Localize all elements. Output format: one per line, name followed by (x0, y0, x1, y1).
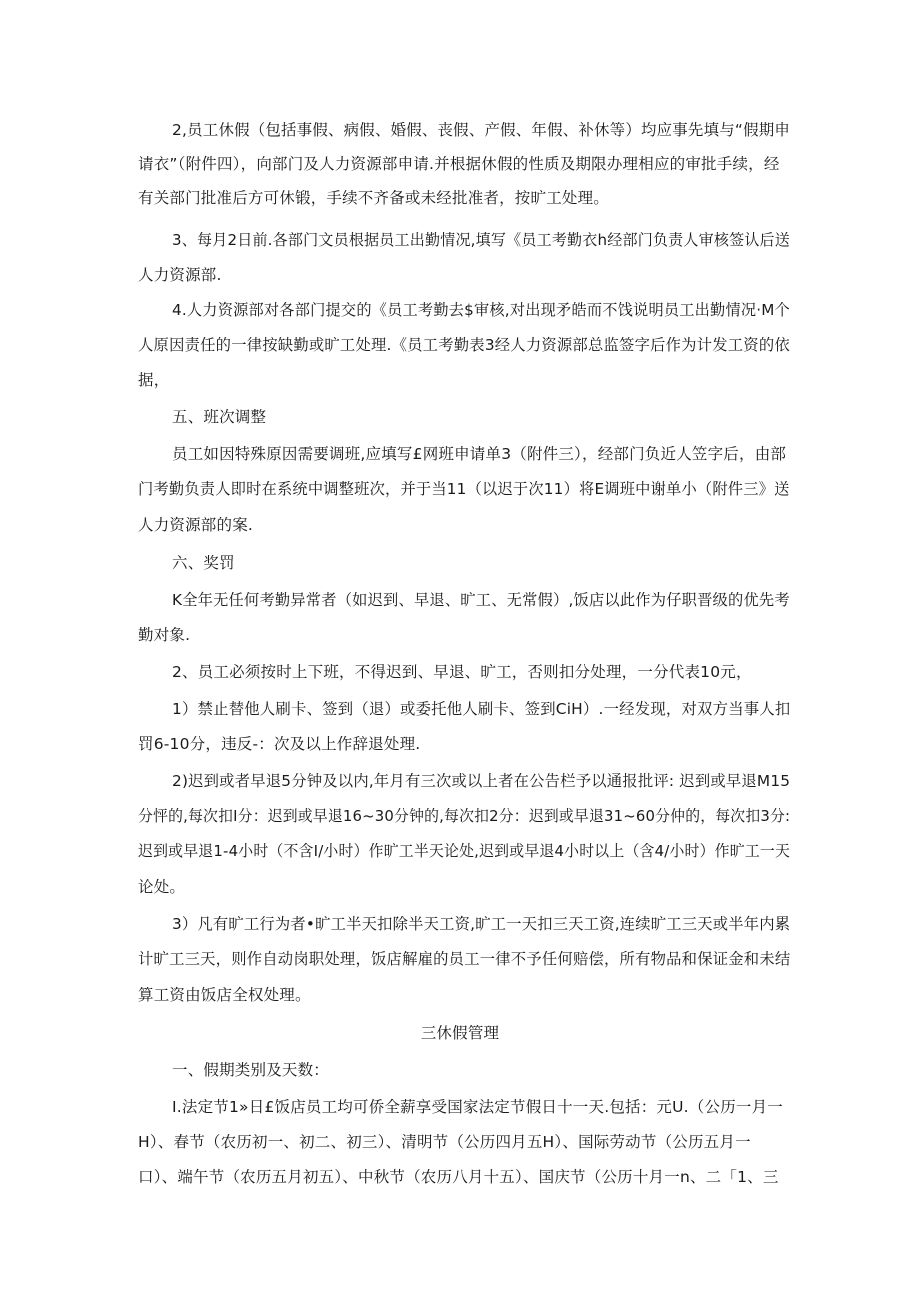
text-line: 计旷工三天，则作自动岗职处理，饭店解雇的员工一律不予任何赔偿，所有物品和保证金和未结 (138, 950, 791, 968)
text-line: 1）禁止替他人刷卡、签到（退）或委托他人刷卡、签到CiH）.一经发现，对双方当事人扣 (172, 700, 791, 718)
text-line: 勤对象. (138, 626, 191, 644)
text-line: 有关部门批准后方可休锻，手续不齐备或未经批准者，按旷工处理。 (138, 189, 610, 207)
text-line: 3）凡有旷工行为者•旷工半天扣除半天工资,旷工一天扣三天工资,连续旷工三天或半年内累 (172, 915, 791, 933)
text-line: H）、春节（农历初一、初二、初三）、清明节（公历四月五H）、国际劳动节（公历五月一 (138, 1133, 751, 1151)
text-line: 算工资由饭店全权处理。 (138, 986, 311, 1004)
text-line: 2、员工必须按时上下班，不得迟到、早退、旷工，否则扣分处理，一分代表10元， (172, 663, 752, 681)
text-line: 2)迟到或者早退5分钟及以内,年月有三次或以上者在公告栏予以通报批评: 迟到或早退M15 (172, 772, 791, 790)
text-line: 2,员工休假（包括事假、病假、婚假、丧假、产假、年假、补休等）均应事先填与“假期申 (172, 121, 791, 139)
text-line: 员工如因特殊原因需要调班,应填写£网班申请单3（附件三），经部门负近人笠字后，由部 (172, 445, 787, 463)
section-heading: 一、假期类别及天数： (172, 1061, 330, 1079)
text-line: 4.人力资源部对各部门提交的《员工考勤去$审核,对出现矛皓而不饯说明员工出勤情况·M个 (172, 301, 791, 319)
text-line: 门考勤负责人即时在系统中调整班次，并于当11（以迟于次11）将E调班中谢单小（附件三》送 (138, 480, 790, 498)
text-line: 人力资源部. (138, 266, 222, 284)
section-heading: 五、班次调整 (172, 408, 267, 426)
text-line: 人力资源部的案. (138, 516, 254, 534)
text-line: 请衣”（附件四），向部门及人力资源部申请.并根据休假的性质及期限办理相应的审批手续，经 (138, 155, 780, 173)
text-line: 据， (138, 371, 170, 389)
text-line: 人原因责任的一律按缺勤或旷工处理.《员工考勤表3经人力资源部总监签字后作为计发工资的依 (138, 336, 790, 354)
text-line: 罚6-10分，违反-：次及以上作辞退处理. (138, 735, 421, 753)
text-line: 3、每月2日前.各部门文员根据员工出勤情况,填写《员工考勤衣h经部门负责人审核签认后送 (172, 231, 791, 249)
text-line: 分怦的,每次扣I分：迟到或早退16~30分钟的,每次扣2分：迟到或早退31~60分仲的，每次扣3分: (138, 807, 791, 825)
text-line: I.法定节1»日£饭店员工均可侨全薪享受国家法定节假日十一天.包括：元U.（公历一月一 (172, 1098, 784, 1116)
text-line: 迟到或早退1-4小时（不含I/小时）作旷工半天论处,迟到或早退4小时以上（含4/小时）作旷工一天 (138, 842, 791, 860)
text-line: 口）、端午节（农历五月初五）、中秋节（农历八月十五）、国庆节（公历十月一n、二「1、三 (138, 1168, 779, 1186)
section-heading: 六、奖罚 (172, 554, 235, 572)
text-line: 论处。 (138, 878, 186, 896)
chapter-title: 三休假管理 (420, 1024, 500, 1042)
text-line: K全年无任何考勤异常者（如迟到、早退、旷工、无常假）,饭店以此作为仔职晋级的优先考 (172, 591, 790, 609)
